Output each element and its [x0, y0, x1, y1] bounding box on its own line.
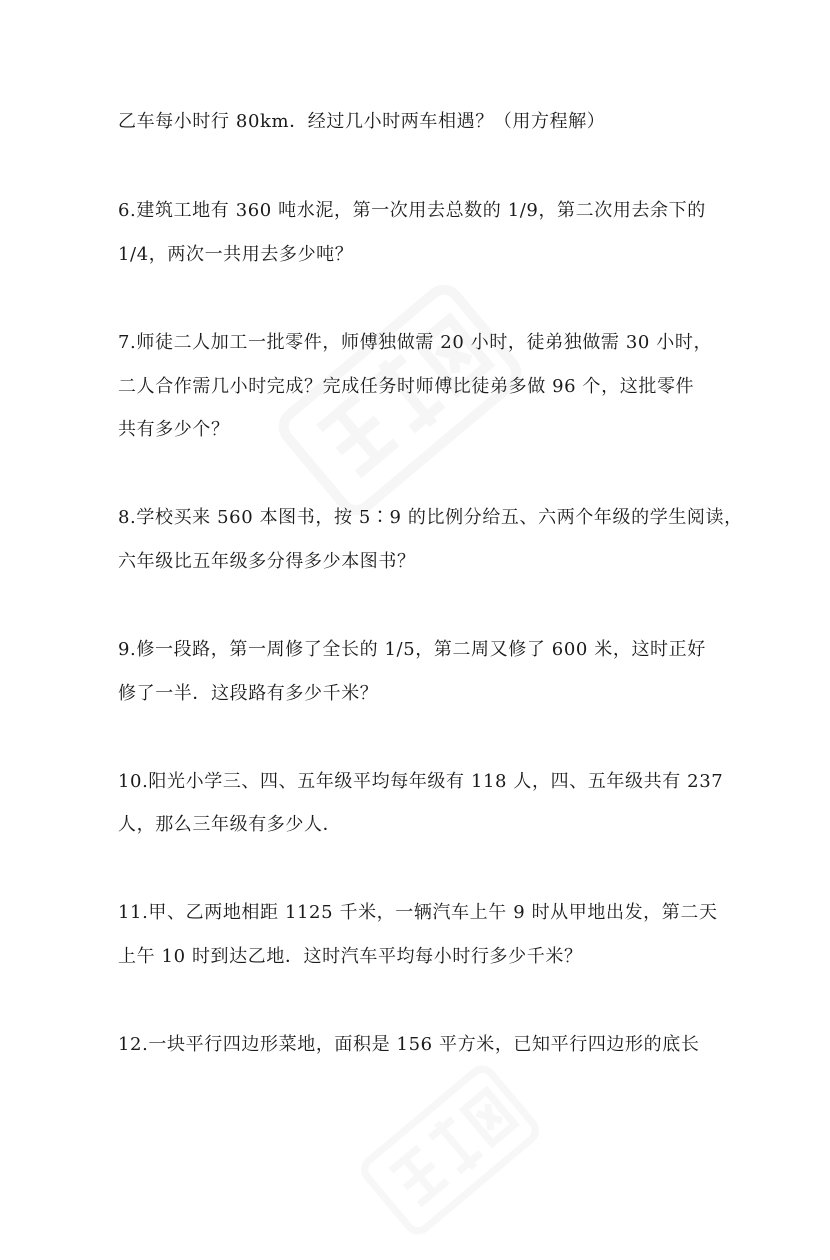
problem-10-line-2: 人，那么三年级有多少人． — [118, 814, 342, 835]
problem-10-line-1: 10.阳光小学三、四、五年级平均每年级有 118 人，四、五年级共有 237 — [118, 771, 724, 792]
problem-7-line-1: 7.师徒二人加工一批零件，师傅独做需 20 小时，徒弟独做需 30 小时， — [118, 332, 713, 353]
problem-12-line-1: 12.一块平行四边形菜地，面积是 156 平方米，已知平行四边形的底长 — [118, 1034, 700, 1055]
problem-6-line-2: 1/4，两次一共用去多少吨？ — [118, 244, 354, 265]
watermark-seal-icon — [250, 250, 550, 550]
problem-8-line-2: 六年级比五年级多分得多少本图书？ — [118, 551, 416, 572]
problem-7-line-3: 共有多少个？ — [118, 419, 230, 440]
problem-8-line-1: 8.学校买来 560 本图书，按 5∶9 的比例分给五、六两个年级的学生阅读， — [118, 507, 743, 528]
problem-7-line-2: 二人合作需几小时完成？完成任务时师傅比徒弟多做 96 个，这批零件 — [118, 376, 695, 397]
problem-11-line-1: 11.甲、乙两地相距 1125 千米，一辆汽车上午 9 时从甲地出发，第二天 — [118, 902, 718, 923]
problem-11-line-2: 上午 10 时到达乙地．这时汽车平均每小时行多少千米？ — [118, 946, 583, 967]
problem-9-line-2: 修了一半．这段路有多少千米？ — [118, 683, 379, 704]
watermark-seal-bottom-icon — [340, 1040, 560, 1260]
problem-6-line-1: 6.建筑工地有 360 吨水泥，第一次用去总数的 1/9，第二次用去余下的 — [118, 200, 706, 221]
problem-9-line-1: 9.修一段路，第一周修了全长的 1/5，第二周又修了 600 米，这时正好 — [118, 639, 706, 660]
problem-5-line-2: 乙车每小时行 80km．经过几小时两车相遇？（用方程解） — [118, 111, 606, 132]
